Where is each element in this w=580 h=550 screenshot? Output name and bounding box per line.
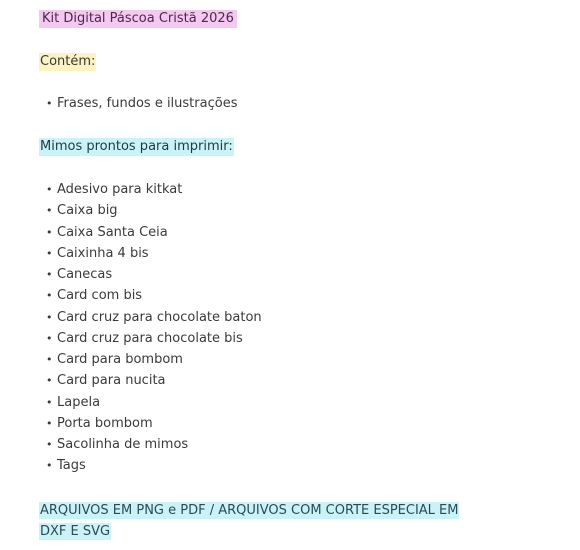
- list-item: [46, 349, 262, 370]
- bullet-icon: •: [46, 183, 53, 196]
- list-item: [46, 434, 262, 455]
- list-item-label: Caixa big: [57, 203, 118, 219]
- bullet-icon: •: [46, 246, 53, 260]
- list-item: [46, 285, 262, 306]
- list-item-label: Frases, fundos e ilustrações: [57, 96, 238, 111]
- list-item-label: Card cruz para chocolate baton: [57, 309, 262, 325]
- mimos-heading: Mimos prontos para imprimir:: [40, 139, 233, 154]
- list-item: [46, 200, 262, 221]
- list-item: [46, 222, 262, 243]
- list-item-label: Caixinha 4 bis: [57, 245, 149, 261]
- bullet-icon: •: [46, 310, 53, 324]
- files-note: [39, 500, 479, 542]
- list-item: [46, 243, 262, 264]
- list-item: [46, 307, 262, 328]
- list-item: [46, 392, 262, 413]
- list-item-label: Tags: [57, 458, 86, 474]
- mimos-list: [46, 179, 262, 477]
- files-note-line-2: DXF E SVG: [40, 524, 111, 539]
- list-item-label: Canecas: [57, 267, 113, 282]
- list-item-label: Card com bis: [57, 288, 143, 304]
- list-item-label: Card para nucita: [57, 373, 166, 389]
- list-item-label: Porta bombom: [57, 415, 153, 431]
- contains-list: [46, 93, 237, 114]
- list-item-label: Card cruz para chocolate bis: [57, 330, 243, 346]
- bullet-icon: •: [46, 204, 53, 218]
- bullet-icon: •: [46, 353, 53, 366]
- list-item-label: Caixa Santa Ceia: [57, 224, 168, 240]
- bullet-icon: •: [46, 289, 53, 303]
- list-item-label: Card para bombom: [57, 352, 183, 367]
- list-item: [46, 93, 237, 114]
- list-item-label: Adesivo para kitkat: [57, 182, 183, 197]
- list-item-label: Lapela: [57, 394, 101, 410]
- page-title: Kit Digital Páscoa Cristã 2026: [39, 10, 237, 28]
- bullet-icon: •: [46, 225, 53, 239]
- contains-heading: Contém:: [40, 54, 96, 69]
- list-item-label: Sacolinha de mimos: [57, 437, 189, 452]
- bullet-icon: •: [46, 97, 53, 110]
- list-item: [46, 179, 262, 200]
- bullet-icon: •: [46, 459, 53, 473]
- list-item: [46, 413, 262, 434]
- files-note-line-1: ARQUIVOS EM PNG e PDF / ARQUIVOS COM CORTE ESPECIAL EM: [40, 503, 459, 518]
- bullet-icon: •: [46, 438, 53, 451]
- bullet-icon: •: [46, 416, 53, 430]
- list-item: [46, 455, 262, 476]
- list-item: [46, 328, 262, 349]
- bullet-icon: •: [46, 331, 53, 345]
- bullet-icon: •: [46, 268, 53, 281]
- bullet-icon: •: [46, 374, 53, 388]
- list-item: [46, 370, 262, 391]
- list-item: [46, 264, 262, 285]
- bullet-icon: •: [46, 395, 53, 409]
